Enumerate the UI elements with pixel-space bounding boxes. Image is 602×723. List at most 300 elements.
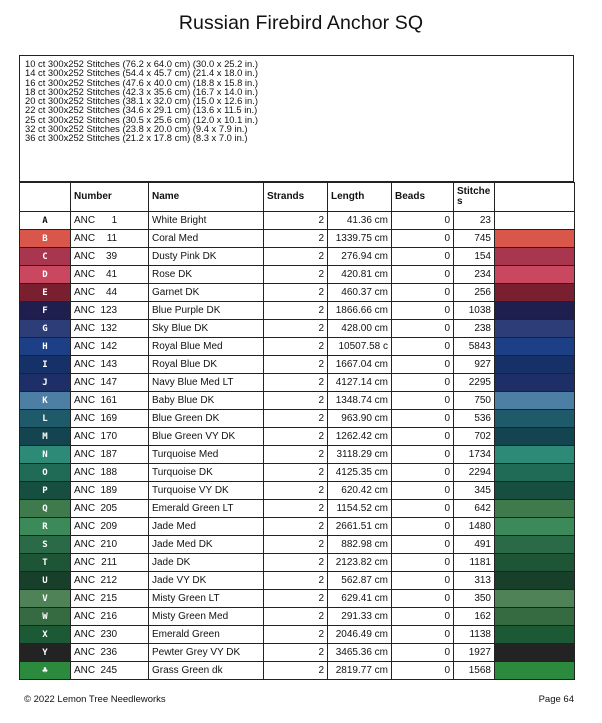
thread-code: 230 xyxy=(100,629,118,640)
symbol-cell: A xyxy=(20,212,71,230)
thread-code: 147 xyxy=(100,377,118,388)
symbol-cell: O xyxy=(20,464,71,482)
name-cell: Blue Green VY DK xyxy=(149,428,264,446)
table-row xyxy=(20,608,575,626)
table-row xyxy=(20,644,575,662)
color-swatch xyxy=(495,536,575,554)
fabric-size-line: 32 ct 300x252 Stitches (23.8 x 20.0 cm) (9.4 x 7.9 in.) xyxy=(25,123,248,135)
table-row xyxy=(20,284,575,302)
length-cell: 2661.51 cm xyxy=(328,518,392,536)
color-swatch xyxy=(495,392,575,410)
symbol-cell: W xyxy=(20,608,71,626)
fabric-size-line: 18 ct 300x252 Stitches (42.3 x 35.6 cm) (16.7 x 14.0 in.) xyxy=(25,85,258,97)
name-cell: Misty Green LT xyxy=(149,590,264,608)
table-row xyxy=(20,374,575,392)
brand-label: ANC xyxy=(74,215,96,226)
table-row xyxy=(20,356,575,374)
table-row xyxy=(20,212,575,230)
brand-label: ANC xyxy=(74,395,96,406)
strands-cell: 2 xyxy=(264,212,328,230)
thread-code: 188 xyxy=(100,467,118,478)
stitches-cell: 2295 xyxy=(454,374,495,392)
brand-label: ANC xyxy=(74,431,96,442)
name-cell: Turquoise Med xyxy=(149,446,264,464)
beads-cell: 0 xyxy=(392,230,454,248)
brand-label: ANC xyxy=(74,233,96,244)
name-cell: Grass Green dk xyxy=(149,662,264,680)
length-cell: 3118.29 cm xyxy=(328,446,392,464)
brand-label: ANC xyxy=(74,521,96,532)
name-cell: Jade Med DK xyxy=(149,536,264,554)
length-cell: 10507.58 c xyxy=(328,338,392,356)
thread-code: 236 xyxy=(100,647,118,658)
brand-label: ANC xyxy=(74,611,96,622)
number-cell xyxy=(71,572,149,590)
length-cell: 291.33 cm xyxy=(328,608,392,626)
thread-code: 142 xyxy=(100,341,118,352)
brand-label: ANC xyxy=(74,647,96,658)
fabric-size-line: 16 ct 300x252 Stitches (47.6 x 40.0 cm) (18.8 x 15.8 in.) xyxy=(25,76,258,88)
number-cell xyxy=(71,410,149,428)
length-cell: 1262.42 cm xyxy=(328,428,392,446)
beads-cell: 0 xyxy=(392,554,454,572)
stitches-cell: 491 xyxy=(454,536,495,554)
strands-cell: 2 xyxy=(264,464,328,482)
beads-cell: 0 xyxy=(392,302,454,320)
table-row xyxy=(20,626,575,644)
thread-code: 39 xyxy=(106,251,118,262)
thread-code: 245 xyxy=(100,665,118,676)
brand-label: ANC xyxy=(74,467,96,478)
beads-cell: 0 xyxy=(392,482,454,500)
strands-cell: 2 xyxy=(264,248,328,266)
thread-code: 212 xyxy=(100,575,118,586)
thread-code: 132 xyxy=(100,323,118,334)
table-row xyxy=(20,536,575,554)
symbol-cell: J xyxy=(20,374,71,392)
color-swatch xyxy=(495,302,575,320)
beads-cell: 0 xyxy=(392,374,454,392)
table-row xyxy=(20,662,575,680)
number-cell xyxy=(71,554,149,572)
symbol-cell: L xyxy=(20,410,71,428)
stitches-cell: 23 xyxy=(454,212,495,230)
number-cell xyxy=(71,590,149,608)
number-cell xyxy=(71,230,149,248)
symbol-cell: M xyxy=(20,428,71,446)
beads-cell: 0 xyxy=(392,662,454,680)
stitches-cell: 313 xyxy=(454,572,495,590)
table-row xyxy=(20,482,575,500)
length-cell: 1339.75 cm xyxy=(328,230,392,248)
brand-label: ANC xyxy=(74,557,96,568)
number-cell xyxy=(71,644,149,662)
symbol-cell: U xyxy=(20,572,71,590)
brand-label: ANC xyxy=(74,593,96,604)
table-row xyxy=(20,266,575,284)
thread-code: 215 xyxy=(100,593,118,604)
color-swatch xyxy=(495,626,575,644)
strands-cell: 2 xyxy=(264,428,328,446)
brand-label: ANC xyxy=(74,359,96,370)
stitches-cell: 536 xyxy=(454,410,495,428)
stitches-cell: 750 xyxy=(454,392,495,410)
strands-cell: 2 xyxy=(264,230,328,248)
symbol-cell: P xyxy=(20,482,71,500)
thread-code: 211 xyxy=(101,557,118,568)
fabric-size-line: 25 ct 300x252 Stitches (30.5 x 25.6 cm) (12.0 x 10.1 in.) xyxy=(25,113,258,125)
color-swatch xyxy=(495,266,575,284)
beads-cell: 0 xyxy=(392,464,454,482)
stitches-header-label: Stitches xyxy=(457,186,491,207)
name-cell: Jade VY DK xyxy=(149,572,264,590)
symbol-cell: X xyxy=(20,626,71,644)
beads-cell: 0 xyxy=(392,284,454,302)
number-cell xyxy=(71,374,149,392)
thread-code: 210 xyxy=(100,539,118,550)
name-cell: White Bright xyxy=(149,212,264,230)
strands-cell: 2 xyxy=(264,374,328,392)
symbol-cell: Q xyxy=(20,500,71,518)
name-cell: Sky Blue DK xyxy=(149,320,264,338)
stitches-cell: 1038 xyxy=(454,302,495,320)
symbol-cell: T xyxy=(20,554,71,572)
beads-cell: 0 xyxy=(392,392,454,410)
length-cell: 2123.82 cm xyxy=(328,554,392,572)
beads-cell: 0 xyxy=(392,626,454,644)
stitches-cell: 1568 xyxy=(454,662,495,680)
symbol-cell: F xyxy=(20,302,71,320)
page-title: Russian Firebird Anchor SQ xyxy=(178,12,424,34)
fabric-size-line: 10 ct 300x252 Stitches (76.2 x 64.0 cm) (30.0 x 25.2 in.) xyxy=(25,58,258,69)
name-cell: Royal Blue Med xyxy=(149,338,264,356)
number-cell xyxy=(71,356,149,374)
copyright-text: © 2022 Lemon Tree Needleworks xyxy=(24,694,166,705)
length-cell: 1348.74 cm xyxy=(328,392,392,410)
symbol-header xyxy=(20,183,71,212)
thread-code: 189 xyxy=(100,485,118,496)
table-row xyxy=(20,554,575,572)
name-cell: Rose DK xyxy=(149,266,264,284)
strands-cell: 2 xyxy=(264,410,328,428)
symbol-cell: K xyxy=(20,392,71,410)
beads-cell: 0 xyxy=(392,248,454,266)
thread-code: 205 xyxy=(100,503,118,514)
name-cell: Jade Med xyxy=(149,518,264,536)
number-cell xyxy=(71,482,149,500)
strands-cell: 2 xyxy=(264,536,328,554)
length-header: Length xyxy=(328,183,392,212)
thread-code: 11 xyxy=(106,233,118,244)
length-cell: 41.36 cm xyxy=(328,212,392,230)
length-cell: 963.90 cm xyxy=(328,410,392,428)
beads-cell: 0 xyxy=(392,446,454,464)
fabric-size-line: 36 ct 300x252 Stitches (21.2 x 17.8 cm) (8.3 x 7.0 in.) xyxy=(25,132,248,144)
stitches-cell: 238 xyxy=(454,320,495,338)
thread-code: 216 xyxy=(100,611,118,622)
name-header: Name xyxy=(149,183,264,212)
table-row xyxy=(20,446,575,464)
symbol-cell: V xyxy=(20,590,71,608)
strands-cell: 2 xyxy=(264,644,328,662)
number-cell xyxy=(71,392,149,410)
length-cell: 620.42 cm xyxy=(328,482,392,500)
legend-header-row xyxy=(20,183,575,212)
thread-code: 41 xyxy=(106,269,118,280)
thread-code: 170 xyxy=(100,431,118,442)
strands-cell: 2 xyxy=(264,284,328,302)
brand-label: ANC xyxy=(74,269,96,280)
thread-code: 1 xyxy=(111,215,118,226)
symbol-cell: Y xyxy=(20,644,71,662)
symbol-cell: D xyxy=(20,266,71,284)
number-cell xyxy=(71,266,149,284)
table-row xyxy=(20,392,575,410)
strands-cell: 2 xyxy=(264,392,328,410)
length-cell: 2046.49 cm xyxy=(328,626,392,644)
beads-cell: 0 xyxy=(392,608,454,626)
name-cell: Blue Purple DK xyxy=(149,302,264,320)
thread-code: 209 xyxy=(100,521,118,532)
stitches-cell: 256 xyxy=(454,284,495,302)
symbol-cell: B xyxy=(20,230,71,248)
beads-cell: 0 xyxy=(392,410,454,428)
brand-label: ANC xyxy=(74,377,96,388)
strands-cell: 2 xyxy=(264,590,328,608)
name-cell: Baby Blue DK xyxy=(149,392,264,410)
length-cell: 3465.36 cm xyxy=(328,644,392,662)
table-row xyxy=(20,320,575,338)
color-swatch xyxy=(495,662,575,680)
number-cell xyxy=(71,302,149,320)
name-cell: Pewter Grey VY DK xyxy=(149,644,264,662)
color-swatch xyxy=(495,356,575,374)
table-row xyxy=(20,410,575,428)
stitches-cell: 350 xyxy=(454,590,495,608)
strands-cell: 2 xyxy=(264,518,328,536)
symbol-cell: C xyxy=(20,248,71,266)
length-cell: 1154.52 cm xyxy=(328,500,392,518)
table-row xyxy=(20,590,575,608)
stitches-cell: 154 xyxy=(454,248,495,266)
table-row xyxy=(20,518,575,536)
number-cell xyxy=(71,212,149,230)
number-cell xyxy=(71,662,149,680)
name-cell: Turquoise DK xyxy=(149,464,264,482)
brand-label: ANC xyxy=(74,665,96,676)
color-swatch xyxy=(495,572,575,590)
color-swatch xyxy=(495,482,575,500)
symbol-cell: I xyxy=(20,356,71,374)
number-cell xyxy=(71,284,149,302)
thread-code: 44 xyxy=(106,287,118,298)
brand-label: ANC xyxy=(74,251,96,262)
table-row xyxy=(20,248,575,266)
brand-label: ANC xyxy=(74,305,96,316)
fabric-size-line: 22 ct 300x252 Stitches (34.6 x 29.1 cm) (13.6 x 11.5 in.) xyxy=(25,104,258,116)
color-swatch xyxy=(495,554,575,572)
strands-header: Strands xyxy=(264,183,328,212)
symbol-cell: E xyxy=(20,284,71,302)
color-swatch xyxy=(495,428,575,446)
number-cell xyxy=(71,338,149,356)
length-cell: 4125.35 cm xyxy=(328,464,392,482)
name-cell: Jade DK xyxy=(149,554,264,572)
color-swatch xyxy=(495,212,575,230)
brand-label: ANC xyxy=(74,341,96,352)
brand-label: ANC xyxy=(74,323,96,334)
stitches-cell: 642 xyxy=(454,500,495,518)
strands-cell: 2 xyxy=(264,302,328,320)
beads-cell: 0 xyxy=(392,644,454,662)
beads-cell: 0 xyxy=(392,500,454,518)
color-swatch xyxy=(495,518,575,536)
strands-cell: 2 xyxy=(264,572,328,590)
strands-cell: 2 xyxy=(264,662,328,680)
number-cell xyxy=(71,464,149,482)
length-cell: 4127.14 cm xyxy=(328,374,392,392)
name-cell: Garnet DK xyxy=(149,284,264,302)
brand-label: ANC xyxy=(74,629,96,640)
name-cell: Misty Green Med xyxy=(149,608,264,626)
symbol-cell: R xyxy=(20,518,71,536)
table-row xyxy=(20,500,575,518)
name-cell: Blue Green DK xyxy=(149,410,264,428)
stitches-cell: 2294 xyxy=(454,464,495,482)
beads-cell: 0 xyxy=(392,356,454,374)
table-row xyxy=(20,338,575,356)
number-cell xyxy=(71,500,149,518)
symbol-cell: ♣ xyxy=(20,662,71,680)
color-swatch xyxy=(495,644,575,662)
length-cell: 428.00 cm xyxy=(328,320,392,338)
stitches-cell: 5843 xyxy=(454,338,495,356)
symbol-cell: S xyxy=(20,536,71,554)
strands-cell: 2 xyxy=(264,626,328,644)
brand-label: ANC xyxy=(74,503,96,514)
number-cell xyxy=(71,536,149,554)
number-cell xyxy=(71,608,149,626)
name-cell: Turquoise VY DK xyxy=(149,482,264,500)
name-cell: Emerald Green LT xyxy=(149,500,264,518)
color-swatch xyxy=(495,590,575,608)
thread-code: 161 xyxy=(100,395,118,406)
length-cell: 276.94 cm xyxy=(328,248,392,266)
brand-label: ANC xyxy=(74,575,96,586)
color-swatch xyxy=(495,446,575,464)
thread-code: 169 xyxy=(100,413,118,424)
fabric-size-line: 14 ct 300x252 Stitches (54.4 x 45.7 cm) (21.4 x 18.0 in.) xyxy=(25,67,258,79)
stitches-cell: 345 xyxy=(454,482,495,500)
color-swatch xyxy=(495,248,575,266)
beads-cell: 0 xyxy=(392,536,454,554)
brand-label: ANC xyxy=(74,449,96,460)
strands-cell: 2 xyxy=(264,608,328,626)
color-swatch xyxy=(495,320,575,338)
color-swatch xyxy=(495,338,575,356)
name-cell: Coral Med xyxy=(149,230,264,248)
page-number: Page 64 xyxy=(538,694,574,705)
swatch-header xyxy=(495,183,575,212)
color-swatch xyxy=(495,410,575,428)
stitches-cell: 1138 xyxy=(454,626,495,644)
stitches-cell: 1927 xyxy=(454,644,495,662)
strands-cell: 2 xyxy=(264,320,328,338)
color-swatch xyxy=(495,608,575,626)
number-cell xyxy=(71,518,149,536)
symbol-cell: H xyxy=(20,338,71,356)
beads-cell: 0 xyxy=(392,212,454,230)
table-row xyxy=(20,572,575,590)
beads-cell: 0 xyxy=(392,266,454,284)
table-row xyxy=(20,302,575,320)
color-swatch xyxy=(495,374,575,392)
stitches-cell: 745 xyxy=(454,230,495,248)
strands-cell: 2 xyxy=(264,482,328,500)
number-cell xyxy=(71,626,149,644)
strands-cell: 2 xyxy=(264,554,328,572)
name-cell: Navy Blue Med LT xyxy=(149,374,264,392)
table-row xyxy=(20,428,575,446)
name-cell: Royal Blue DK xyxy=(149,356,264,374)
length-cell: 882.98 cm xyxy=(328,536,392,554)
thread-legend-table xyxy=(19,182,575,680)
strands-cell: 2 xyxy=(264,446,328,464)
length-cell: 562.87 cm xyxy=(328,572,392,590)
number-cell xyxy=(71,320,149,338)
stitches-cell: 1181 xyxy=(454,554,495,572)
length-cell: 420.81 cm xyxy=(328,266,392,284)
thread-code: 123 xyxy=(100,305,118,316)
length-cell: 1866.66 cm xyxy=(328,302,392,320)
table-row xyxy=(20,230,575,248)
length-cell: 460.37 cm xyxy=(328,284,392,302)
brand-label: ANC xyxy=(74,539,96,550)
stitches-cell: 1480 xyxy=(454,518,495,536)
color-swatch xyxy=(495,230,575,248)
beads-cell: 0 xyxy=(392,320,454,338)
brand-label: ANC xyxy=(74,287,96,298)
beads-cell: 0 xyxy=(392,518,454,536)
thread-code: 143 xyxy=(100,359,118,370)
number-cell xyxy=(71,446,149,464)
stitches-cell: 234 xyxy=(454,266,495,284)
thread-code: 187 xyxy=(100,449,118,460)
beads-cell: 0 xyxy=(392,428,454,446)
strands-cell: 2 xyxy=(264,338,328,356)
symbol-cell: N xyxy=(20,446,71,464)
stitches-cell: 702 xyxy=(454,428,495,446)
color-swatch xyxy=(495,500,575,518)
length-cell: 2819.77 cm xyxy=(328,662,392,680)
color-swatch xyxy=(495,284,575,302)
table-row xyxy=(20,464,575,482)
beads-cell: 0 xyxy=(392,338,454,356)
name-cell: Emerald Green xyxy=(149,626,264,644)
length-cell: 629.41 cm xyxy=(328,590,392,608)
fabric-sizes-box xyxy=(19,55,574,182)
number-header: Number xyxy=(71,183,149,212)
fabric-size-line: 20 ct 300x252 Stitches (38.1 x 32.0 cm) (15.0 x 12.6 in.) xyxy=(25,95,258,107)
beads-header: Beads xyxy=(392,183,454,212)
beads-cell: 0 xyxy=(392,572,454,590)
stitches-cell: 927 xyxy=(454,356,495,374)
symbol-cell: G xyxy=(20,320,71,338)
strands-cell: 2 xyxy=(264,356,328,374)
color-swatch xyxy=(495,464,575,482)
strands-cell: 2 xyxy=(264,266,328,284)
stitches-cell: 1734 xyxy=(454,446,495,464)
